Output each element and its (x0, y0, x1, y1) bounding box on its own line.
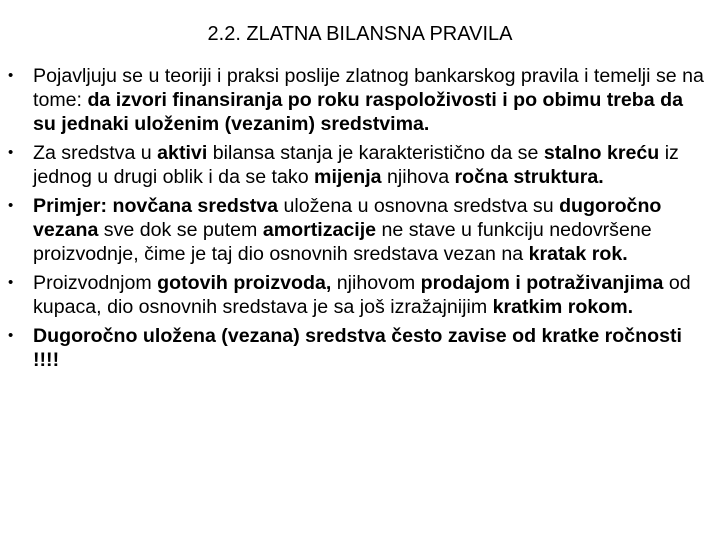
bullet-text: Pojavljuju se u teoriji i praksi poslije zlatnog bankarskog pravila i temelji se na tome: (33, 65, 704, 111)
bullet-text-bold: dugoročno vezana (33, 195, 662, 241)
bullet-list (0, 64, 720, 377)
bullet-text: ne stave u funkciju nedovršene proizvodnje, čime je taj dio osnovnih sredstava vezan na (33, 219, 652, 265)
bullet-dot-icon: • (8, 197, 14, 214)
bullet-text-bold: stalno kreću (543, 142, 660, 164)
slide-title: 2.2. ZLATNA BILANSNA PRAVILA (207, 23, 513, 45)
bullet-item (0, 324, 720, 372)
bullet-text: od kupaca, dio osnovnih sredstava je sa još izražajnijim (33, 272, 691, 318)
bullet-dot-icon: • (8, 67, 14, 84)
bullet-dot-icon: • (8, 274, 14, 291)
bullet-text: njihovom (331, 272, 421, 294)
bullet-text: iz jednog u drugi oblik i da se tako (33, 142, 679, 188)
bullet-text-bold: gotovih proizvoda, (157, 272, 332, 294)
bullet-text: Za sredstva u (33, 142, 158, 164)
bullet-text-bold: Primjer: novčana sredstva (33, 195, 279, 217)
bullet-text-bold: aktivi (157, 142, 208, 164)
bullet-text-bold: kratak rok. (528, 243, 628, 265)
bullet-item (0, 64, 720, 136)
bullet-text-bold: mijenja (314, 166, 382, 188)
bullet-text-bold: prodajom i potraživanjima (420, 272, 664, 294)
bullet-dot-icon: • (8, 327, 14, 344)
bullet-text-bold: Dugoročno uložena (vezana) sredstva često zavise od kratke ročnosti !!!! (33, 325, 682, 371)
bullet-item (0, 271, 720, 319)
bullet-item (0, 141, 720, 189)
bullet-dot-icon: • (8, 144, 14, 161)
bullet-text-bold: ročna struktura. (454, 166, 604, 188)
bullet-text: njihova (381, 166, 455, 188)
bullet-text: Proizvodnjom (33, 272, 158, 294)
bullet-text: sve dok se putem (98, 219, 263, 241)
bullet-text-bold: da izvori finansiranja po roku raspoloživosti i po obimu treba da su jednaki uloženim (vezanim) sredstvima. (33, 89, 683, 135)
bullet-text: bilansa stanja je karakteristično da se (207, 142, 544, 164)
bullet-item (0, 194, 720, 266)
bullet-text-bold: amortizacije (262, 219, 377, 241)
bullet-text: uložena u osnovna sredstva su (278, 195, 560, 217)
bullet-text-bold: kratkim rokom. (492, 296, 634, 318)
